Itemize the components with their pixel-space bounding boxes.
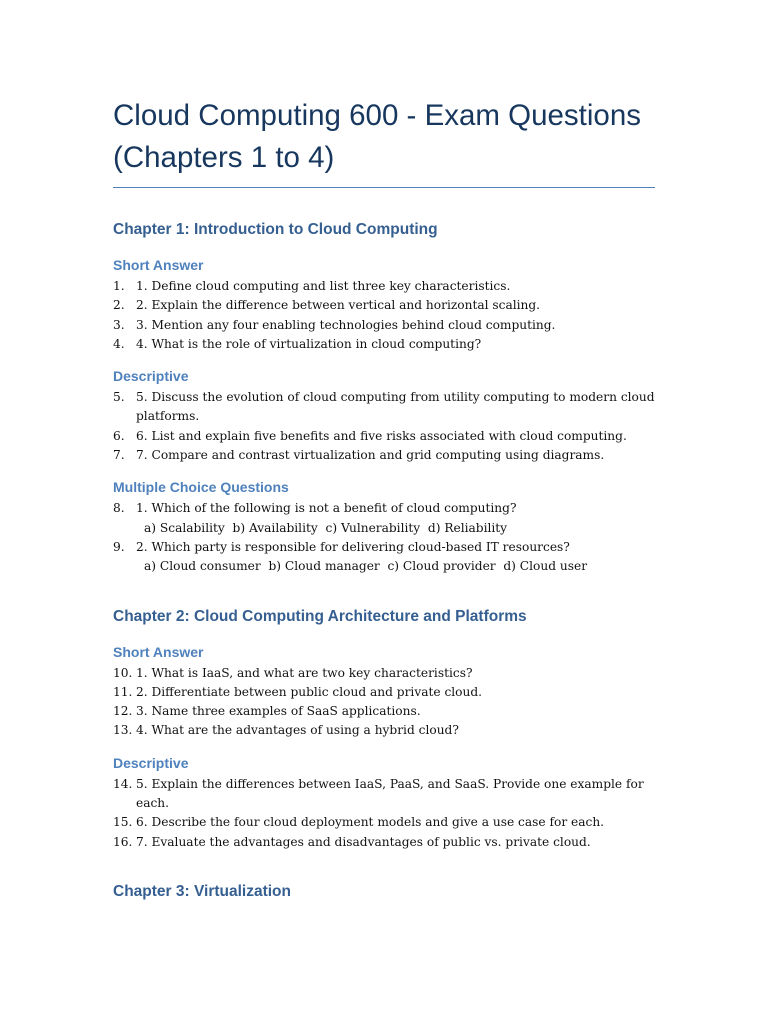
list-item bbox=[113, 538, 655, 577]
question-text: 2. Explain the difference between vertical and horizontal scaling. bbox=[136, 298, 541, 313]
list-item bbox=[113, 388, 655, 427]
ch1-short-answer-list bbox=[113, 277, 655, 354]
ch2-short-answer-heading: Short Answer bbox=[113, 643, 204, 660]
question-number: 1. bbox=[113, 279, 125, 293]
question-text: 2. Which party is responsible for delivering cloud-based IT resources? bbox=[136, 539, 570, 554]
question-number: 12. bbox=[113, 704, 133, 719]
question-text: 1. What is IaaS, and what are two key characteristics? bbox=[136, 665, 473, 680]
question-text: 3. Mention any four enabling technologies behind cloud computing. bbox=[136, 317, 556, 332]
question-text: 6. Describe the four cloud deployment models and give a use case for each. bbox=[136, 815, 605, 830]
list-item bbox=[113, 664, 655, 683]
ch2-descriptive-heading: Descriptive bbox=[113, 754, 189, 771]
question-number: 16. bbox=[113, 834, 133, 849]
ch2-short-answer-list bbox=[113, 664, 655, 741]
question-number: 13. bbox=[113, 723, 133, 738]
question-text: 4. What are the advantages of using a hybrid cloud? bbox=[136, 723, 459, 738]
question-number: 11. bbox=[113, 684, 133, 699]
ch1-mcq-list bbox=[113, 499, 655, 576]
document-page bbox=[113, 95, 655, 901]
chapter-2-heading: Chapter 2: Cloud Computing Architecture and Platforms bbox=[113, 607, 527, 625]
question-number: 4. bbox=[113, 336, 125, 351]
question-number: 2. bbox=[113, 298, 125, 313]
list-item bbox=[113, 721, 655, 740]
question-text: 7. Evaluate the advantages and disadvantages of public vs. private cloud. bbox=[136, 834, 591, 849]
list-item bbox=[113, 296, 655, 315]
question-text: 5. Explain the differences between IaaS, PaaS, and SaaS. Provide one example for each. bbox=[136, 776, 644, 811]
chapter-3-heading: Chapter 3: Virtualization bbox=[113, 882, 291, 900]
question-text: 5. Discuss the evolution of cloud computing from utility computing to modern cloud platforms. bbox=[136, 390, 655, 424]
document-title: Cloud Computing 600 - Exam Questions (Chapters 1 to 4) bbox=[113, 95, 655, 188]
question-number: 6. bbox=[113, 428, 125, 443]
ch1-short-answer-heading: Short Answer bbox=[113, 257, 204, 273]
question-number: 5. bbox=[113, 390, 125, 405]
list-item bbox=[113, 335, 655, 354]
list-item bbox=[113, 833, 655, 852]
question-text: 6. List and explain five benefits and five risks associated with cloud computing. bbox=[136, 428, 627, 443]
question-text: 1. Define cloud computing and list three key characteristics. bbox=[136, 279, 511, 293]
question-body bbox=[136, 499, 655, 538]
question-number: 7. bbox=[113, 448, 125, 463]
question-text: 3. Name three examples of SaaS applications. bbox=[136, 704, 421, 719]
question-text: 4. What is the role of virtualization in cloud computing? bbox=[136, 336, 482, 351]
list-item bbox=[113, 499, 655, 538]
question-body bbox=[136, 538, 655, 577]
question-text: 1. Which of the following is not a benefit of cloud computing? bbox=[136, 501, 517, 516]
answer-options: a) Cloud consumer b) Cloud manager c) Cloud provider d) Cloud user bbox=[144, 559, 588, 574]
list-item bbox=[113, 427, 655, 446]
question-text: 2. Differentiate between public cloud and private cloud. bbox=[136, 684, 483, 699]
list-item bbox=[113, 683, 655, 702]
question-text: 7. Compare and contrast virtualization and grid computing using diagrams. bbox=[136, 448, 605, 463]
list-item bbox=[113, 702, 655, 721]
question-number: 14. bbox=[113, 776, 133, 791]
list-item bbox=[113, 277, 655, 296]
ch1-descriptive-heading: Descriptive bbox=[113, 368, 189, 385]
question-number: 9. bbox=[113, 539, 125, 554]
ch1-descriptive-list bbox=[113, 388, 655, 465]
list-item bbox=[113, 813, 655, 832]
question-number: 8. bbox=[113, 501, 125, 516]
question-number: 10. bbox=[113, 665, 133, 680]
answer-options: a) Scalability b) Availability c) Vulnerability d) Reliability bbox=[144, 520, 508, 535]
question-number: 3. bbox=[113, 317, 125, 332]
list-item bbox=[113, 775, 655, 814]
ch1-mcq-heading: Multiple Choice Questions bbox=[113, 479, 289, 496]
question-number: 15. bbox=[113, 815, 133, 830]
ch2-descriptive-list bbox=[113, 775, 655, 852]
list-item bbox=[113, 446, 655, 465]
chapter-1-heading: Chapter 1: Introduction to Cloud Computing bbox=[113, 221, 438, 238]
list-item bbox=[113, 316, 655, 335]
